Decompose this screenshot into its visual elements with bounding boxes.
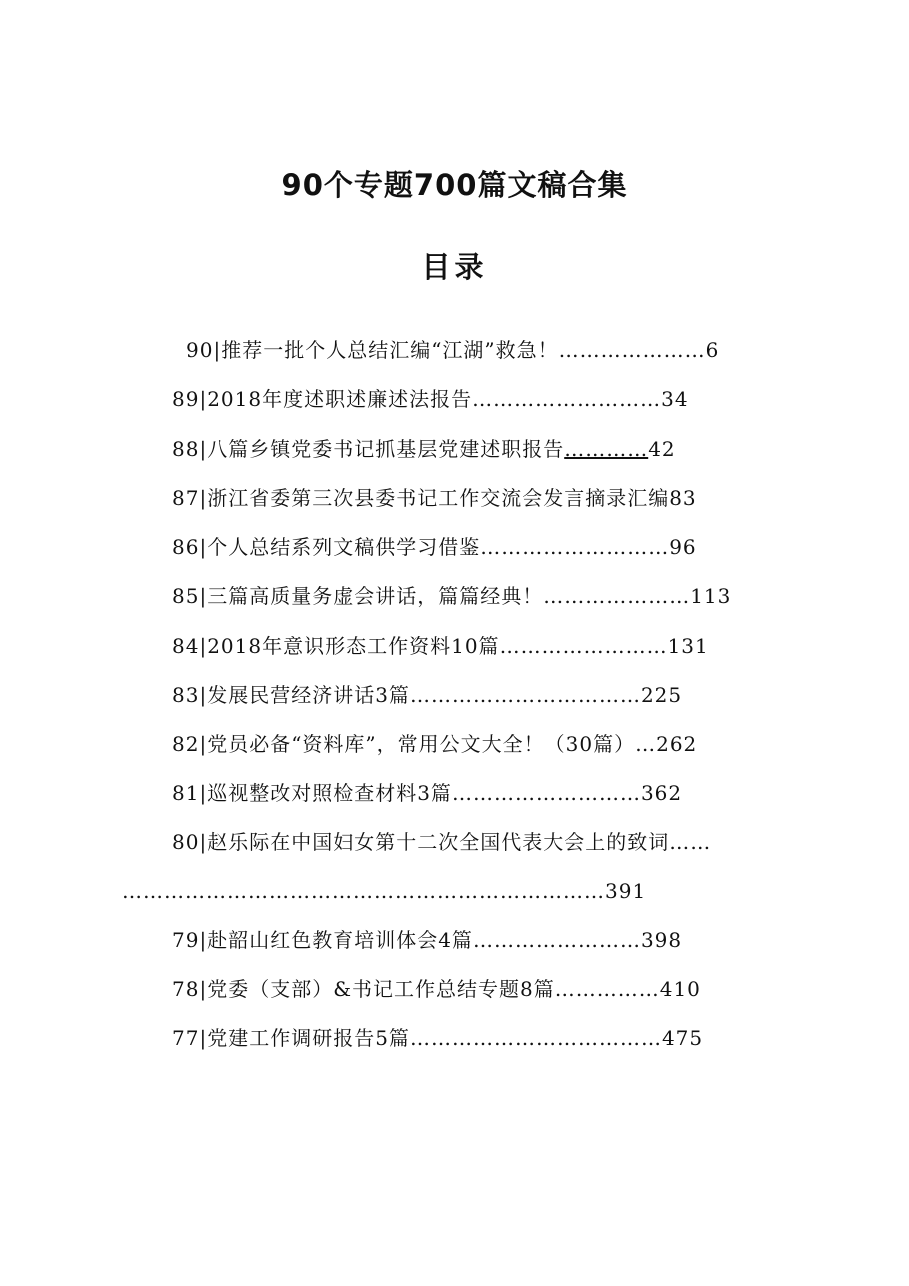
toc-entry-leader: ………… (564, 437, 649, 461)
toc-entry-separator: | (199, 437, 208, 461)
toc-entry-page: 6 (705, 338, 720, 362)
toc-entry-number: 89 (172, 387, 200, 411)
toc-entry (172, 581, 731, 611)
toc-entry-page: 42 (648, 437, 676, 461)
toc-entry-leader: …………………… (472, 928, 641, 952)
toc-entry-leader: …………………………… (409, 683, 641, 707)
toc-entry (172, 631, 709, 661)
toc-entry-leader: ……………………… (480, 535, 670, 559)
toc-entry (172, 827, 711, 857)
toc-entry-number: 83 (172, 683, 200, 707)
toc-entry-separator: | (213, 338, 222, 362)
toc-entry-page: 83 (669, 486, 697, 510)
toc-entry-title: 党员必备“资料库”，常用公文大全！（30篇） (207, 732, 636, 756)
toc-entry-page: 34 (661, 387, 689, 411)
toc-entry-page: 225 (640, 683, 683, 707)
toc-entry-separator: | (199, 977, 208, 1001)
toc-entry-separator: | (199, 732, 208, 756)
toc-entry-page: 391 (605, 879, 647, 903)
toc-entry-number: 87 (172, 486, 200, 510)
toc-entry (172, 434, 676, 464)
toc-entry-separator: | (199, 486, 208, 510)
toc-entry (186, 335, 719, 365)
toc-entry (172, 974, 701, 1004)
toc-entry-leader: …… (669, 830, 712, 854)
toc-entry-title: 八篇乡镇党委书记抓基层党建述职报告 (207, 437, 565, 461)
toc-entry-separator: | (199, 781, 208, 805)
toc-entry-number: 81 (172, 781, 200, 805)
toc-entry-number: 78 (172, 977, 200, 1001)
toc-entry-title: 赵乐际在中国妇女第十二次全国代表大会上的致词 (207, 830, 670, 854)
toc-entry (172, 384, 689, 414)
toc-entry-title: 巡视整改对照检查材料3篇 (207, 781, 452, 805)
toc-entry-number: 90 (186, 338, 214, 362)
toc-entry-title: 2018年意识形态工作资料10篇 (207, 634, 500, 658)
toc-entry-leader: …………… (554, 977, 660, 1001)
toc-entry-title: 推荐一批个人总结汇编“江湖”救急！ (221, 338, 559, 362)
toc-entry-number: 88 (172, 437, 200, 461)
toc-entry-continuation (122, 876, 646, 906)
toc-entry-title: 个人总结系列文稿供学习借鉴 (207, 535, 481, 559)
toc-entry-page: 131 (667, 634, 709, 658)
toc-entry-leader: …………………… (499, 634, 668, 658)
toc-entry-separator: | (199, 535, 208, 559)
toc-entry-page: 475 (661, 1026, 704, 1050)
toc-entry-title: 党委（支部）&书记工作总结专题8篇 (207, 977, 555, 1001)
toc-entry-leader: ……………………… (472, 387, 662, 411)
toc-entry-page: 410 (659, 977, 701, 1001)
toc-entry-title: 浙江省委第三次县委书记工作交流会发言摘录汇编 (207, 486, 670, 510)
toc-entry-page: 362 (640, 781, 683, 805)
toc-entry-leader: ………………… (558, 338, 706, 362)
toc-entry-separator: | (199, 1026, 208, 1050)
toc-entry-title: 2018年度述职述廉述法报告 (207, 387, 473, 411)
toc-entry-separator: | (199, 928, 208, 952)
toc-entry-title: 党建工作调研报告5篇 (207, 1026, 410, 1050)
toc-entry-leader: ……………………… (451, 781, 641, 805)
toc-entry (172, 778, 682, 808)
toc-entry-number: 82 (172, 732, 200, 756)
toc-entry-page: 398 (640, 928, 683, 952)
toc-entry-number: 80 (172, 830, 200, 854)
toc-entry-page: 262 (656, 732, 698, 756)
toc-entry-title: 赴韶山红色教育培训体会4篇 (207, 928, 473, 952)
toc-entry (172, 1023, 703, 1053)
toc-entry-leader: ……………………………… (409, 1026, 662, 1050)
toc-entry-leader: ………………… (543, 584, 691, 608)
toc-entry-leader: … (635, 732, 657, 756)
toc-entry (172, 532, 697, 562)
toc-entry-title: 发展民营经济讲话3篇 (207, 683, 410, 707)
toc-entry-page: 113 (690, 584, 732, 608)
toc-entry-title: 三篇高质量务虚会讲话，篇篇经典！ (207, 584, 544, 608)
toc-heading: 目录 (421, 250, 488, 284)
toc-entry-number: 79 (172, 928, 200, 952)
toc-entry-separator: | (199, 584, 208, 608)
toc-entry-separator: | (199, 634, 208, 658)
toc-entry-separator: | (199, 683, 208, 707)
document-title: 90个专题700篇文稿合集 (281, 168, 628, 202)
toc-entry-leader: …………………………………………………………… (122, 879, 605, 903)
toc-entry-number: 86 (172, 535, 200, 559)
toc-entry-number: 85 (172, 584, 200, 608)
toc-entry-number: 84 (172, 634, 200, 658)
toc-entry (172, 925, 682, 955)
toc-entry (172, 680, 682, 710)
toc-entry-number: 77 (172, 1026, 200, 1050)
toc-entry-page: 96 (669, 535, 697, 559)
toc-entry-separator: | (199, 830, 208, 854)
toc-entry (172, 729, 697, 759)
toc-entry-separator: | (199, 387, 208, 411)
toc-entry (172, 483, 697, 513)
